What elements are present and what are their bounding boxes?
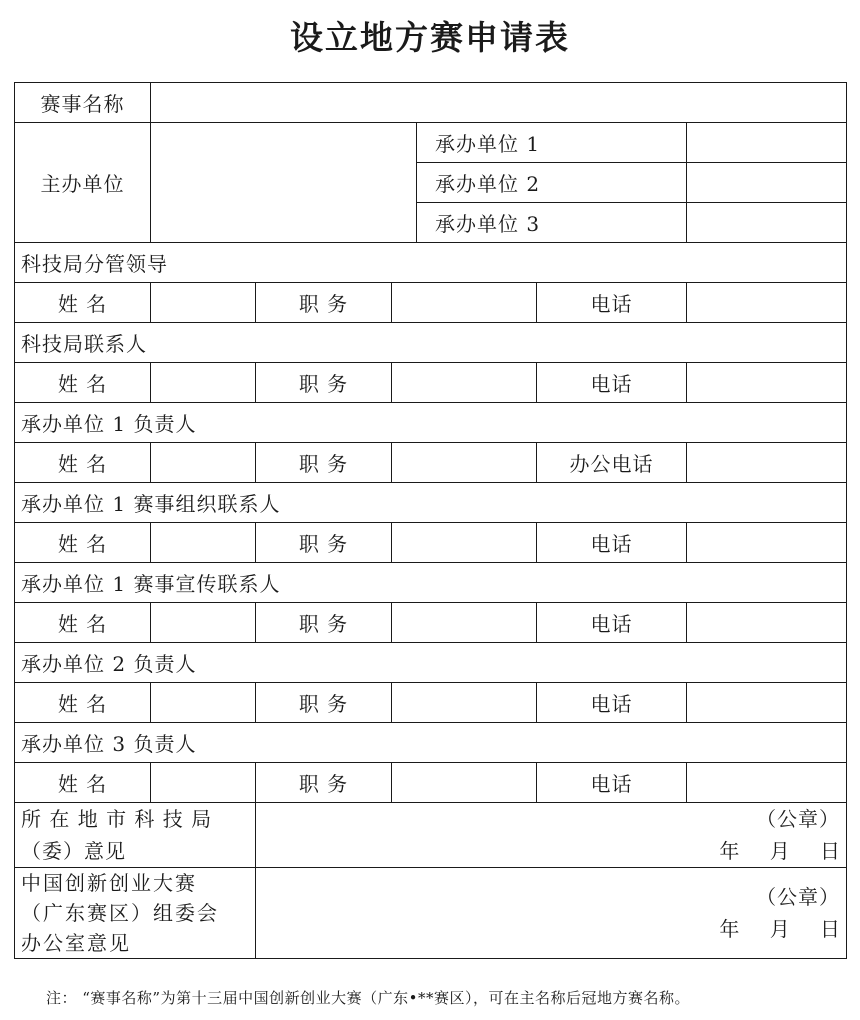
contact-row (15, 603, 847, 643)
section-header: 科技局分管领导 (15, 243, 847, 283)
name-field[interactable] (151, 363, 256, 403)
position-field[interactable] (392, 443, 537, 483)
section-header-row (15, 723, 847, 763)
name-field[interactable] (151, 523, 256, 563)
position-field[interactable] (392, 283, 537, 323)
opinion-label-line: 中国创新创业大赛 (21, 871, 197, 895)
section-header-row (15, 243, 847, 283)
position-field[interactable] (392, 363, 537, 403)
contact-row (15, 283, 847, 323)
city-bureau-opinion-label (15, 803, 256, 868)
seal-label: （公章） (756, 807, 841, 831)
organizer2-label: 承办单位 2 (417, 163, 687, 203)
phone-label: 电话 (537, 363, 687, 403)
organizer3-field[interactable] (687, 203, 847, 243)
host-field[interactable] (151, 123, 417, 243)
opinion-row-city-bureau (15, 803, 847, 868)
opinion-label-line: （委）意见 (21, 839, 126, 863)
phone-field[interactable] (687, 683, 847, 723)
position-label: 职 务 (256, 603, 392, 643)
event-name-field[interactable] (151, 83, 847, 123)
section-header-row (15, 563, 847, 603)
section-header: 承办单位 1 赛事宣传联系人 (15, 563, 847, 603)
position-field[interactable] (392, 683, 537, 723)
organizer2-field[interactable] (687, 163, 847, 203)
name-field[interactable] (151, 283, 256, 323)
office-phone-label: 办公电话 (537, 443, 687, 483)
opinion-label-line: 所 在 地 市 科 技 局 (21, 807, 213, 831)
name-label: 姓 名 (15, 363, 151, 403)
name-field[interactable] (151, 603, 256, 643)
committee-opinion-label (15, 868, 256, 959)
section-header: 承办单位 1 负责人 (15, 403, 847, 443)
phone-field[interactable] (687, 283, 847, 323)
form-title: 设立地方赛申请表 (290, 18, 570, 57)
phone-label: 电话 (537, 763, 687, 803)
contact-row (15, 523, 847, 563)
section-header-row (15, 323, 847, 363)
opinion-row-committee (15, 868, 847, 959)
section-header-row (15, 643, 847, 683)
contact-row (15, 763, 847, 803)
section-header: 承办单位 3 负责人 (15, 723, 847, 763)
name-label: 姓 名 (15, 603, 151, 643)
phone-field[interactable] (687, 603, 847, 643)
date-label: 年 月 日 (719, 917, 853, 941)
opinion-label-line: 办公室意见 (21, 931, 131, 955)
phone-field[interactable] (687, 363, 847, 403)
date-label: 年 月 日 (719, 839, 853, 863)
section-header-row (15, 483, 847, 523)
name-field[interactable] (151, 683, 256, 723)
opinion-label-line: （广东赛区）组委会 (21, 901, 219, 925)
row-host-1 (15, 123, 847, 163)
phone-field[interactable] (687, 763, 847, 803)
phone-field[interactable] (687, 443, 847, 483)
seal-label: （公章） (756, 885, 841, 909)
phone-label: 电话 (537, 603, 687, 643)
position-label: 职 务 (256, 523, 392, 563)
phone-label: 电话 (537, 523, 687, 563)
event-name-label: 赛事名称 (15, 83, 151, 123)
name-field[interactable] (151, 443, 256, 483)
contact-row (15, 363, 847, 403)
city-bureau-opinion-field[interactable] (256, 803, 853, 868)
row-event-name (15, 83, 847, 123)
section-header-row (15, 403, 847, 443)
phone-field[interactable] (687, 523, 847, 563)
footnote: 注： “赛事名称”为第十三届中国创新创业大赛（广东•**赛区），可在主名称后冠地方赛名称。 (46, 989, 690, 1007)
name-label: 姓 名 (15, 283, 151, 323)
position-label: 职 务 (256, 363, 392, 403)
section-header: 承办单位 2 负责人 (15, 643, 847, 683)
position-label: 职 务 (256, 443, 392, 483)
section-header: 承办单位 1 赛事组织联系人 (15, 483, 847, 523)
name-label: 姓 名 (15, 523, 151, 563)
section-header: 科技局联系人 (15, 323, 847, 363)
position-field[interactable] (392, 763, 537, 803)
committee-opinion-field[interactable] (256, 868, 853, 959)
name-label: 姓 名 (15, 683, 151, 723)
organizer3-label: 承办单位 3 (417, 203, 687, 243)
contact-row (15, 683, 847, 723)
name-label: 姓 名 (15, 763, 151, 803)
phone-label: 电话 (537, 283, 687, 323)
position-label: 职 务 (256, 683, 392, 723)
organizer1-field[interactable] (687, 123, 847, 163)
position-label: 职 务 (256, 283, 392, 323)
position-label: 职 务 (256, 763, 392, 803)
application-form-table (14, 82, 853, 959)
name-label: 姓 名 (15, 443, 151, 483)
position-field[interactable] (392, 603, 537, 643)
organizer1-label: 承办单位 1 (417, 123, 687, 163)
phone-label: 电话 (537, 683, 687, 723)
host-label: 主办单位 (15, 123, 151, 243)
name-field[interactable] (151, 763, 256, 803)
position-field[interactable] (392, 523, 537, 563)
contact-row (15, 443, 847, 483)
